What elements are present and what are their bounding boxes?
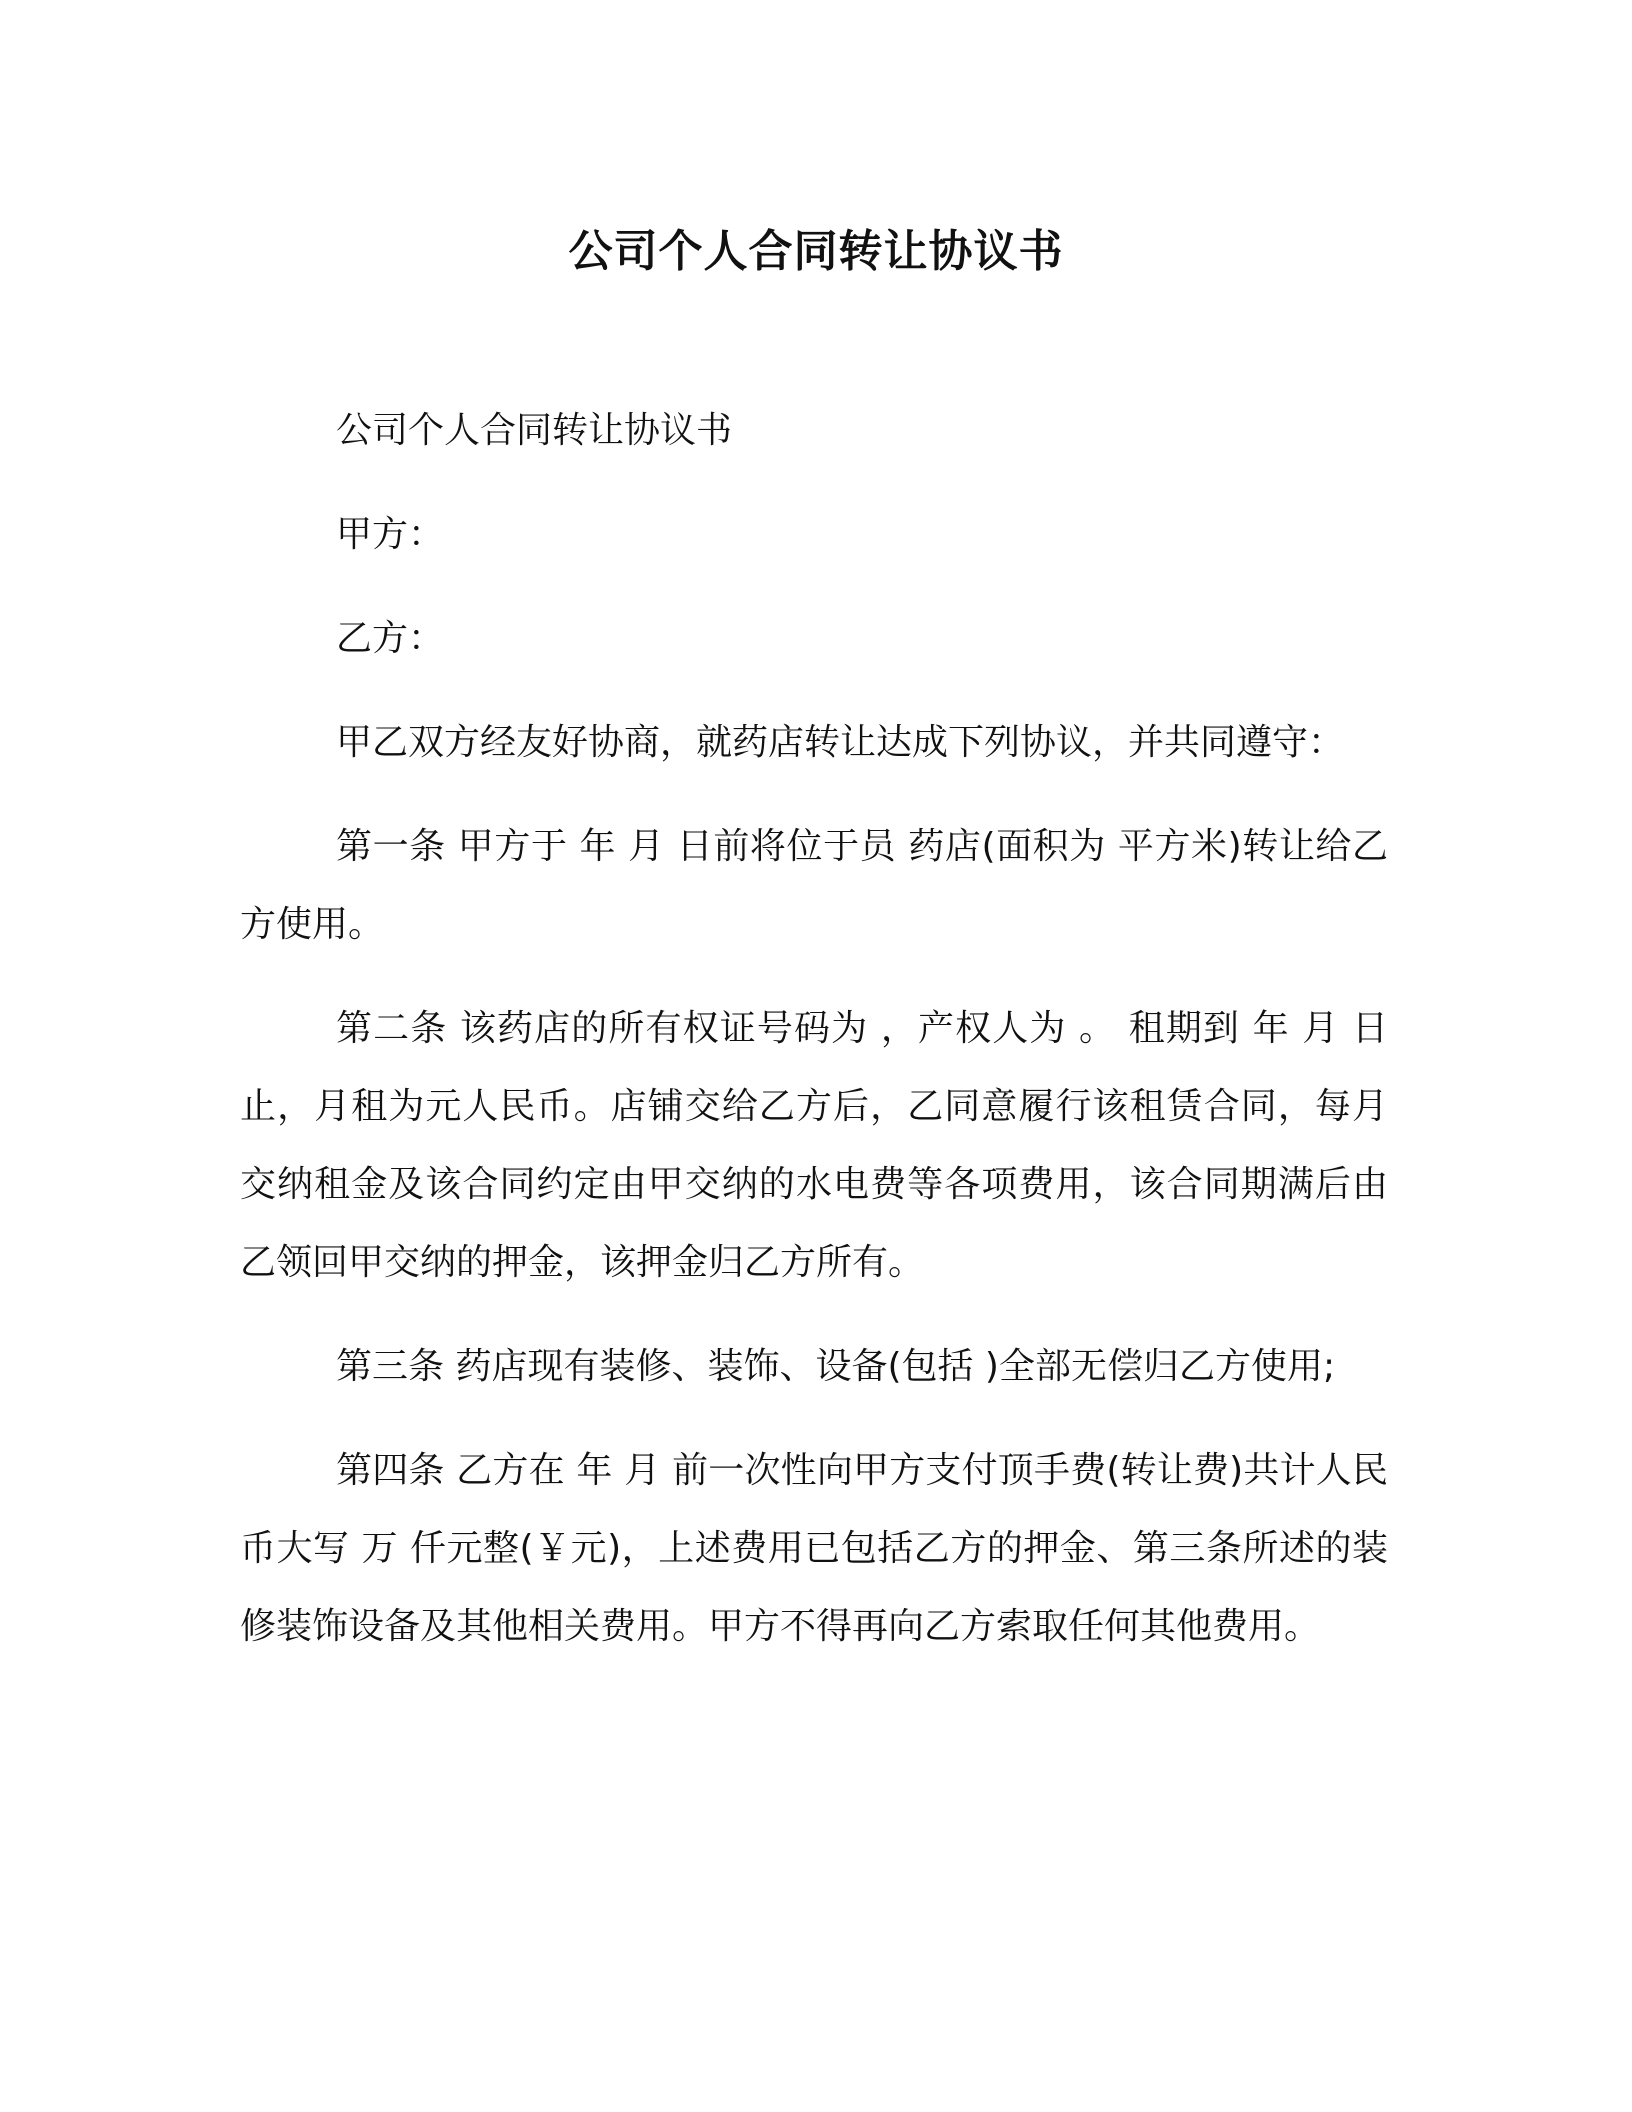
preamble-paragraph: 甲乙双方经友好协商，就药店转让达成下列协议，并共同遵守：	[336, 722, 1345, 763]
article-1-paragraph: 第一条 甲方于 年 月 日前将位于员 药店(面积为 平方米)转让给乙方使用。	[240, 826, 1388, 945]
party-a-line: 甲方：	[336, 514, 445, 555]
article-4-paragraph: 第四条 乙方在 年 月 前一次性向甲方支付顶手费(转让费)共计人民币大写 万 仟元整(￥元)，上述费用已包括乙方的押金、第三条所述的装修装饰设备及其他相关费用。甲方不得再向乙方索取任何其他费用。	[240, 1450, 1388, 1647]
document-body	[240, 392, 1388, 1692]
article-2-paragraph: 第二条 该药店的所有权证号码为 ，产权人为 。 租期到 年 月 日止，月租为元人民币。店铺交给乙方后，乙同意履行该租赁合同，每月交纳租金及该合同约定由甲交纳的水电费等各项费用，该合同期满后由乙领回甲交纳的押金，该押金归乙方所有。	[240, 1008, 1388, 1283]
party-b-line: 乙方：	[336, 618, 445, 659]
article-3-paragraph: 第三条 药店现有装修、装饰、设备(包括 )全部无偿归乙方使用;	[336, 1346, 1336, 1387]
document-title: 公司个人合同转让协议书	[568, 226, 1064, 277]
subtitle-paragraph: 公司个人合同转让协议书	[336, 410, 733, 451]
